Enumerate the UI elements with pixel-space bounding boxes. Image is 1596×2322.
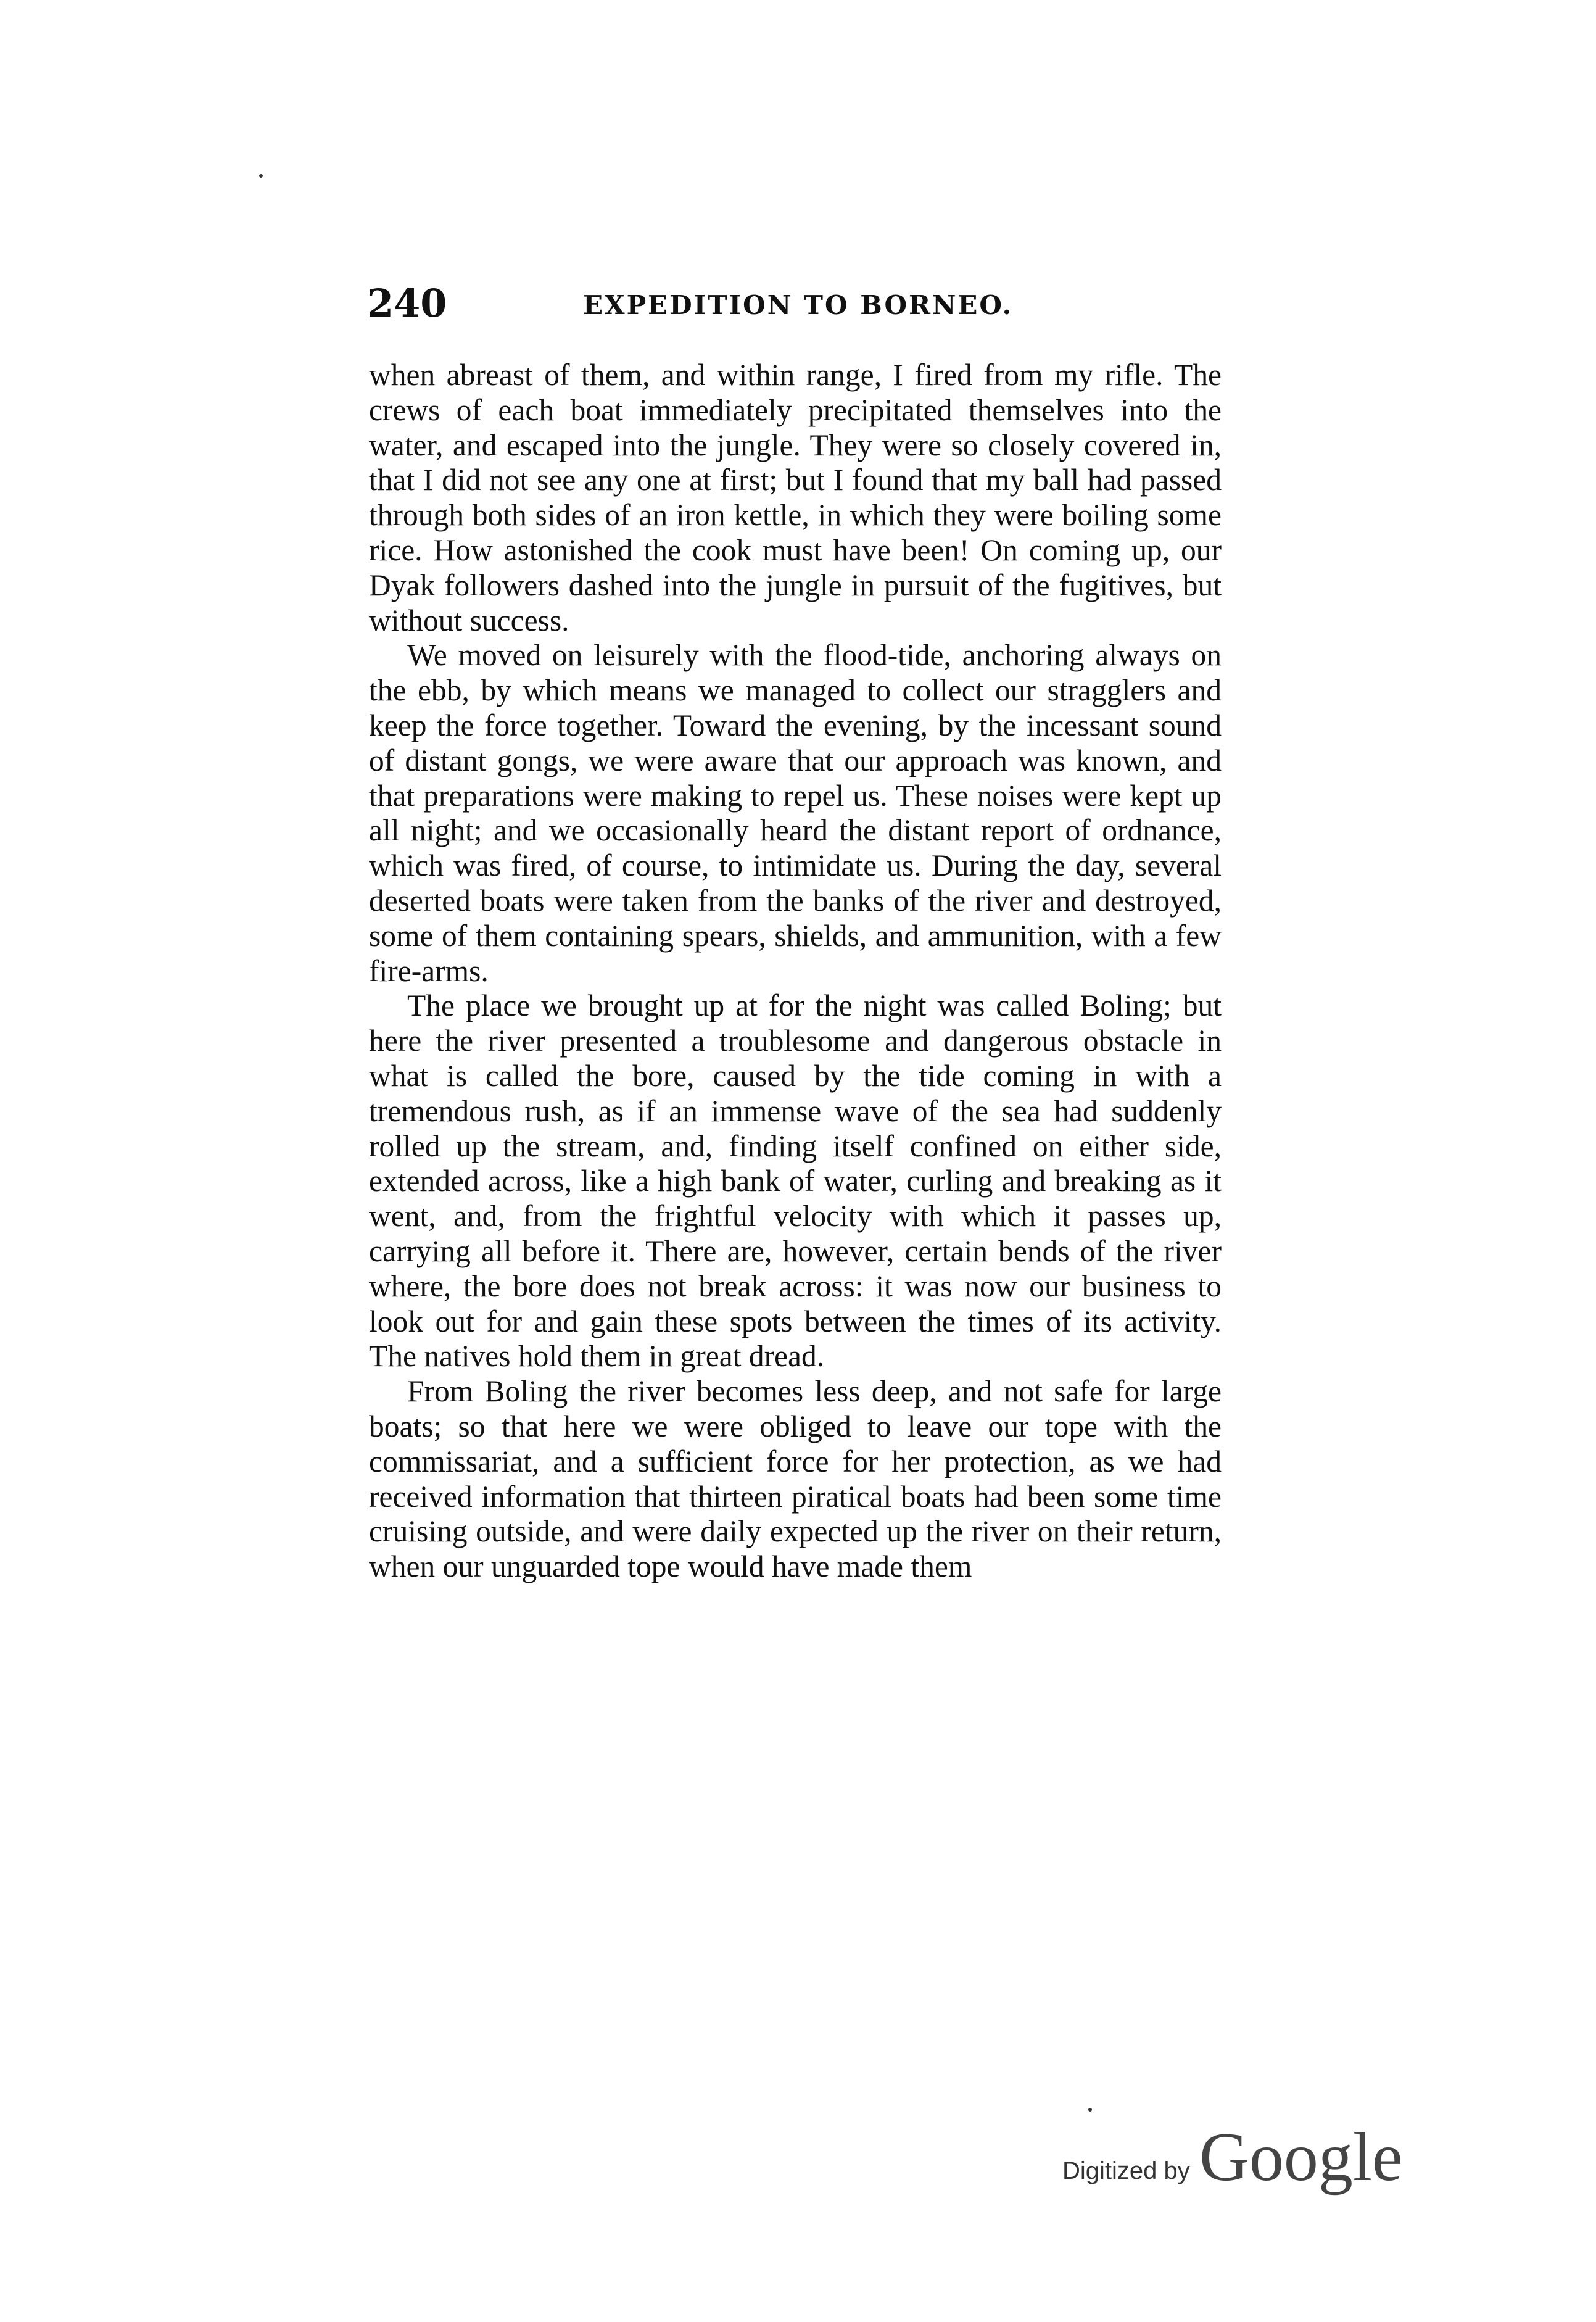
paragraph-4: From Boling the river becomes less deep, and not safe for large boats; so that here we were obliged to leave our tope with the commissariat, and a sufficient force for her protection, as we had received information that thirteen piratical boats had been some time cruising outside, and were daily expected up the river on their return, when our unguarded tope would have made them <box>369 1374 1222 1584</box>
page-number: 240 <box>367 281 447 326</box>
paragraph-2: We moved on leisurely with the flood-tide, anchoring always on the ebb, by which means we managed to collect our stragglers and keep the force together. Toward the evening, by the incessant sound of distant gongs, we were aware that our approach was known, and that preparations were making to repel us. These noises were kept up all night; and we occasionally heard the distant report of ordnance, which was fired, of course, to intimidate us. During the day, several deserted boats were taken from the banks of the river and destroyed, some of them containing spears, shields, and ammunition, with a few fire-arms. <box>369 638 1222 988</box>
scan-speck <box>259 174 263 178</box>
page-header <box>367 279 1231 328</box>
paragraph-1: when abreast of them, and within range, I fired from my rifle. The crews of each boat immediately precipitated themselves into the water, and escaped into the jungle. They were so closely covered in, that I did not see any one at first; but I found that my ball had passed through both sides of an iron kettle, in which they were boiling some rice. How astonished the cook must have been! On coming up, our Dyak followers dashed into the jungle in pursuit of the fugitives, but without success. <box>369 358 1222 637</box>
digitized-by-label: Digitized by <box>1062 2157 1190 2184</box>
paragraph-3: The place we brought up at for the night was called Boling; but here the river presented a troublesome and dangerous obstacle in what is called the bore, caused by the tide coming in with a tremendous rush, as if an immense wave of the sea had suddenly rolled up the stream, and, finding itself confined on either side, extended across, like a high bank of water, curling and breaking as it went, and, from the frightful velocity with which it passes up, carrying all before it. There are, however, certain bends of the river where, the bore does not break across: it was now our business to look out for and gain these spots between the times of its activity. The natives hold them in great dread. <box>369 989 1222 1374</box>
scan-speck <box>1088 2108 1092 2112</box>
digitized-by-google-watermark <box>1062 2119 1433 2197</box>
body-text <box>369 358 1222 1585</box>
google-logo: Google <box>1199 2119 1403 2196</box>
running-head: EXPEDITION TO BORNEO. <box>583 290 1014 320</box>
